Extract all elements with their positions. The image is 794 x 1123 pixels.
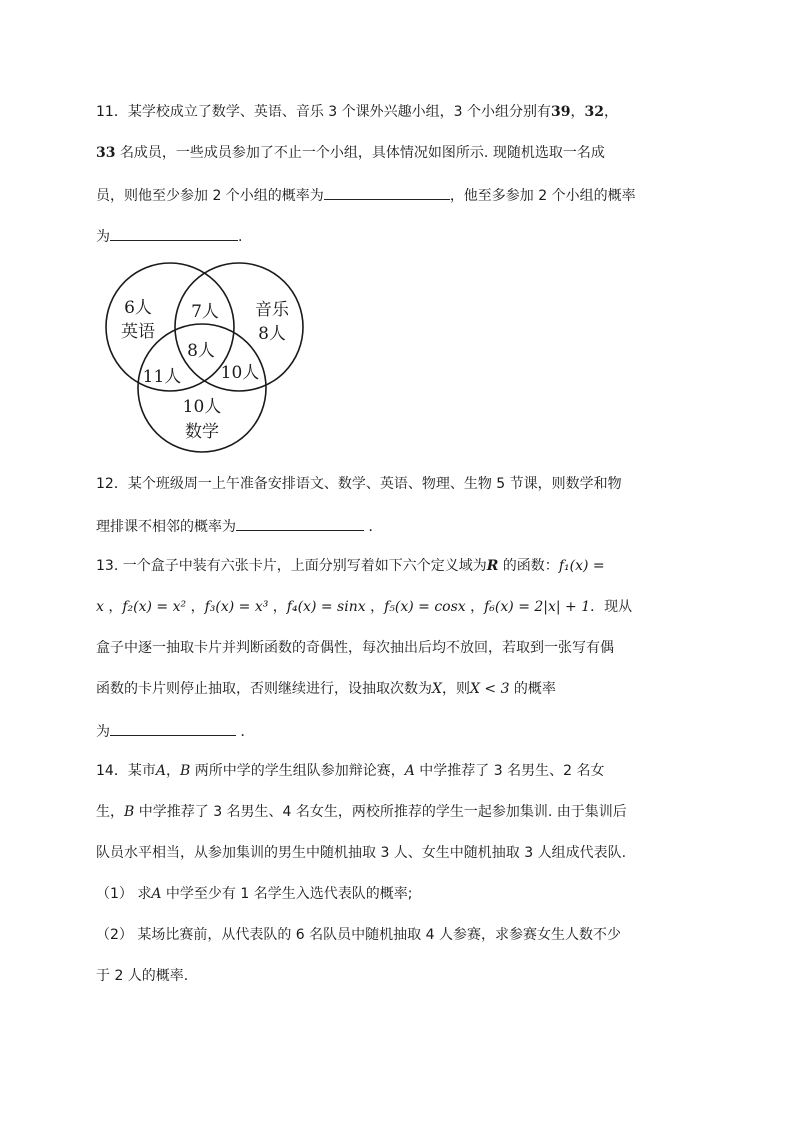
q11-line-1: 11．某学校成立了数学、英语、音乐 3 个课外兴趣小组，3 个小组分别有39，32， [96,104,618,120]
music-math-count: 10人 [220,363,260,383]
all-three-count: 8人 [187,341,215,361]
q12-answer-blank[interactable] [236,515,364,531]
q14-line-1: 14．某市A，B 两所中学的学生组队参加辩论赛，A 中学推荐了 3 名男生、2 名女 [96,763,605,779]
q13-line-3: 盒子中逐一抽取卡片并判断函数的奇偶性，每次抽出后均不放回，若取到一张写有偶 [96,640,614,656]
math-label: 数学 [185,422,219,442]
english-only-count: 6人 [124,298,152,318]
q11-answer-blank-1[interactable] [324,184,450,200]
condition-x-lt-3: X < 3 [469,681,510,697]
f4-def: f₄(x) = sinx [286,599,366,615]
music-label: 音乐 [255,300,289,320]
q14-line-3: 队员水平相当，从参加集训的男生中随机抽取 3 人、女生中随机抽取 3 人组成代表队. [96,845,627,861]
domain-R: R [486,558,499,574]
q11-line-3: 员，则他至少参加 2 个小组的概率为 ，他至多参加 2 个小组的概率 [96,184,636,206]
q11-line-2: 33 名成员，一些成员参加了不止一个小组，具体情况如图所示. 现随机选取一名成 [96,145,605,161]
q13-line-1: 13. 一个盒子中装有六张卡片，上面分别写着如下六个定义域为R 的函数：f₁(x) = [96,558,605,574]
f3-def: f₃(x) = x³ [204,599,269,615]
q11-answer-blank-2[interactable] [110,225,238,241]
english-math-count: 11人 [142,367,182,387]
q14-line-2: 生，B 中学推荐了 3 名男生、4 名女生，两校所推荐的学生一起参加集训. 由于集训后 [96,804,627,820]
f5-def: f₅(x) = cosx [384,599,466,615]
q12-line-2: 理排课不相邻的概率为 ． [96,515,382,537]
english-music-count: 7人 [191,302,219,322]
f1-def: f₁(x) = [558,558,605,574]
q14-part-2: （2） 某场比赛前，从代表队的 6 名队员中随机抽取 4 人参赛，求参赛女生人数不少 [96,927,621,943]
q14-part-2-cont: 于 2 人的概率. [96,968,189,984]
q11-count-music: 33 [96,145,116,161]
music-only-count: 8人 [258,324,286,344]
q11-count-math: 39 [550,104,571,120]
q13-line-2: x ，f₂(x) = x² ，f₃(x) = x³ ，f₄(x) = sinx ，f₅(x) = cosx ，f₆(x) = 2|x| + 1．现从 [96,599,633,615]
f6-def: f₆(x) = 2|x| + 1 [484,599,591,615]
english-label: 英语 [121,322,155,342]
q13-answer-blank[interactable] [110,720,236,736]
q13-line-5: 为 ． [96,720,254,742]
q12-line-1: 12．某个班级周一上午准备安排语文、数学、英语、物理、生物 5 节课，则数学和物 [96,476,622,492]
q13-line-4: 函数的卡片则停止抽取，否则继续进行，设抽取次数为X，则X < 3 的概率 [96,681,556,697]
venn-diagram [94,260,314,460]
q11-line-4: 为 . [96,225,242,247]
f2-def: f₂(x) = x² [122,599,187,615]
q14-part-1: （1） 求A 中学至少有 1 名学生入选代表队的概率; [96,886,413,902]
math-only-count: 10人 [182,397,222,417]
q11-count-english: 32 [584,104,604,120]
